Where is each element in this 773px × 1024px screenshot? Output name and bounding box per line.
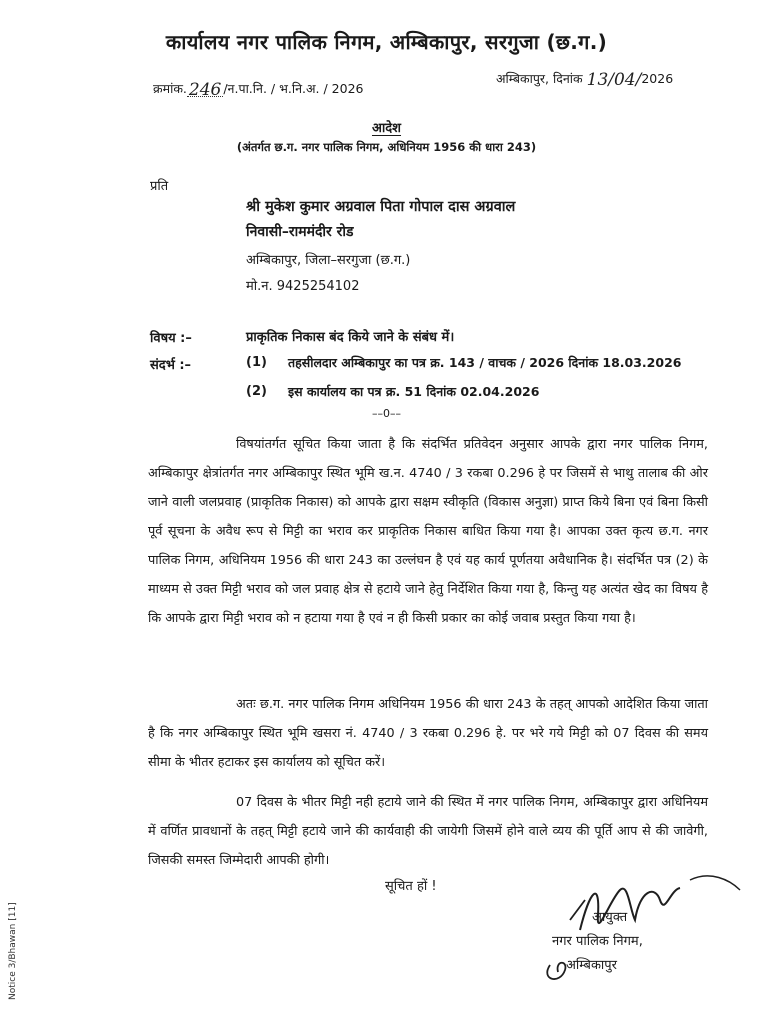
ref-number-handwritten: 246: [188, 80, 222, 100]
subject-text: प्राकृतिक निकास बंद किये जाने के संबंध में।: [246, 330, 455, 345]
ref-suffix: /न.पा.नि. / भ.नि.अ. / 2026: [223, 81, 364, 96]
signatory-block: [552, 906, 643, 978]
signatory-designation: आयुक्त: [592, 910, 628, 925]
order-heading: आदेश: [371, 121, 402, 136]
references-label: संदर्भ :–: [150, 358, 192, 373]
signatory-city: अम्बिकापुर: [566, 958, 617, 973]
body-paragraph-3: 07 दिवस के भीतर मिट्टी नही हटाये जाने की स्थित में नगर पालिक निगम, अम्बिकापुर द्वारा अधिनियम में वर्णित प्रावधानों के तहत् मिट्टी हटाये जाने की कार्यवाही की जायेगी जिसमें होने वाले व्यय की पूर्ति आप से की जावेगी, जिसकी समस्त जिम्मेदारी आपकी होगी।: [148, 795, 708, 868]
reference-1-text: तहसीलदार अम्बिकापुर का पत्र क्र. 143 / वाचक / 2026 दिनांक 18.03.2026: [288, 355, 682, 370]
subject-label: विषय :–: [150, 331, 192, 346]
reference-1-number: (1): [246, 355, 267, 370]
body-paragraph-1: विषयांतर्गत सूचित किया जाता है कि संदर्भित प्रतिवेदन अनुसार आपके द्वारा नगर पालिक निगम, अम्बिकापुर क्षेत्रांतर्गत नगर अम्बिकापुर स्थित भूमि ख.न. 4740 / 3 रकबा 0.296 हे पर जिसमें से भाथु तालाब की ओर जाने वाली जलप्रवाह (प्राकृतिक निकास) को आपके द्वारा सक्षम स्वीकृति (विकास अनुज्ञा) प्राप्त किये बिना एवं बिना किसी पूर्व सूचना के अवैध रूप से मिट्टी का भराव कर प्राकृतिक निकास बाधित किया गया है। आपका उक्त कृत्य छ.ग. नगर पालिक निगम, अधिनियम 1956 की धारा 243 का उल्लंघन है एवं यह कार्य पूर्णतया अवैधानिक है। संदर्भित पत्र (2) के माध्यम से उक्त मिट्टी भराव को जल प्रवाह क्षेत्र से हटाये जाने हेतु निर्देशित किया गया है, किन्तु यह अत्यंत खेद का विषय है कि आपके द्वारा मिट्टी भराव को न हटाया गया है एवं न ही किसी प्रकार का कोई जवाब प्रस्तुत किया गया है।: [148, 437, 708, 626]
recipient-city: अम्बिकापुर, जिला–सरगुजा (छ.ग.): [246, 253, 411, 268]
body-paragraph-2: अतः छ.ग. नगर पालिक निगम अधिनियम 1956 की धारा 243 के तहत् आपको आदेशित किया जाता है कि नगर अम्बिकापुर स्थित भूमि खसरा नं. 4740 / 3 रकबा 0.296 हे. पर भरे गये मिट्टी को 07 दिवस की समय सीमा के भीतर हटाकर इस कार्यालय को सूचित करें।: [148, 697, 708, 770]
recipient-residence: निवासी–राममंदीर रोड: [246, 224, 354, 240]
reference-2-number: (2): [246, 384, 267, 399]
date-handwritten: 13/04/: [586, 70, 642, 90]
recipient-mobile: मो.न. 9425254102: [246, 279, 360, 294]
office-title: कार्यालय नगर पालिक निगम, अम्बिकापुर, सरगुजा (छ.ग.): [165, 30, 608, 54]
to-label: प्रति: [150, 179, 169, 194]
order-subheading: (अंतर्गत छ.ग. नगर पालिक निगम, अधिनियम 1956 की धारा 243): [236, 140, 537, 154]
date-year: 2026: [641, 71, 674, 86]
notified-line: सूचित हों !: [385, 879, 437, 894]
date-prefix: अम्बिकापुर, दिनांक: [496, 71, 583, 86]
side-note: Notice 3/Bhawan [11]: [8, 902, 18, 1000]
ref-prefix: क्रमांक.: [153, 81, 187, 96]
issue-date: [496, 70, 673, 90]
reference-number: [153, 80, 364, 100]
signatory-office: नगर पालिक निगम,: [552, 934, 643, 949]
section-divider: ––0––: [372, 407, 401, 420]
recipient-name: श्री मुकेश कुमार अग्रवाल पिता गोपाल दास अग्रवाल: [246, 199, 516, 215]
reference-2-text: इस कार्यालय का पत्र क्र. 51 दिनांक 02.04.2026: [288, 384, 540, 399]
